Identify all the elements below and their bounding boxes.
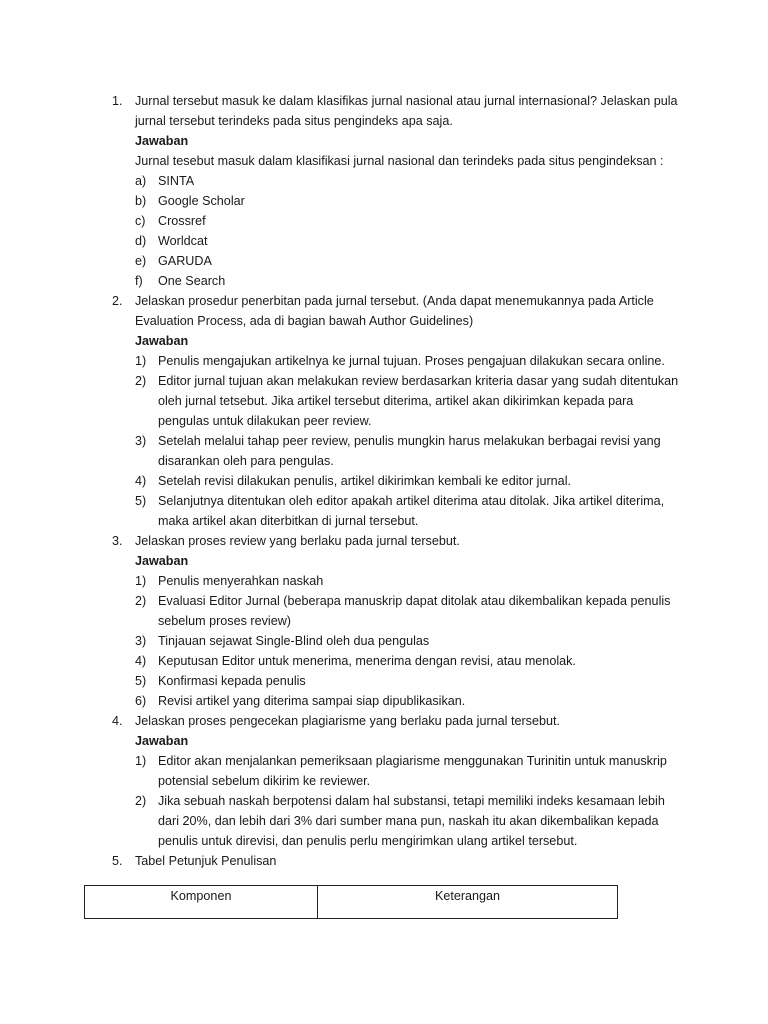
answer-intro: Jurnal tesebut masuk dalam klasifikasi jurnal nasional dan terindeks pada situs pengindeksan : xyxy=(135,154,664,168)
list-item-text: Crossref xyxy=(158,214,206,228)
answer-label: Jawaban xyxy=(135,554,189,568)
list-item-text: GARUDA xyxy=(158,254,212,268)
list-item-text: Setelah melalui tahap peer review, penulis mungkin harus melakukan berbagai revisi yang disarankan oleh para pengulas. xyxy=(158,434,661,468)
list-marker: c) xyxy=(135,214,146,228)
list-marker: 3) xyxy=(135,434,147,448)
list-marker: 4) xyxy=(135,654,147,668)
list-item xyxy=(135,371,686,431)
list-marker: d) xyxy=(135,234,147,248)
question-text: Jurnal tersebut masuk ke dalam klasifikas jurnal nasional atau jurnal internasional? Jelaskan pula jurnal tersebut terindeks pada situs pengindeks apa saja. xyxy=(135,94,678,128)
table-header-row xyxy=(85,886,618,919)
question-number: 5. xyxy=(112,854,123,868)
list-item xyxy=(135,251,686,271)
answer-label: Jawaban xyxy=(135,734,189,748)
question-number: 2. xyxy=(112,294,123,308)
list-item-text: Worldcat xyxy=(158,234,208,248)
question-5 xyxy=(0,851,768,871)
list-marker: 6) xyxy=(135,694,147,708)
list-item-text: Editor akan menjalankan pemeriksaan plagiarisme menggunakan Turinitin untuk manuskrip potensial sebelum dikirim ke reviewer. xyxy=(158,754,667,788)
list-marker: 1) xyxy=(135,354,147,368)
question-2 xyxy=(0,291,768,531)
list-marker: 4) xyxy=(135,474,147,488)
question-number: 3. xyxy=(112,534,123,548)
answer-label: Jawaban xyxy=(135,134,189,148)
list-item-text: Evaluasi Editor Jurnal (beberapa manuskrip dapat ditolak atau dikembalikan kepada penulis sebelum proses review) xyxy=(158,594,671,628)
list-item-text: Revisi artikel yang diterima sampai siap dipublikasikan. xyxy=(158,694,466,708)
answer-label: Jawaban xyxy=(135,334,189,348)
list-marker: 2) xyxy=(135,594,147,608)
list-item xyxy=(135,571,686,591)
table-header-cell-komponen: Komponen xyxy=(85,886,318,919)
list-item xyxy=(135,351,686,371)
question-text: Tabel Petunjuk Penulisan xyxy=(135,854,277,868)
list-item xyxy=(135,211,686,231)
list-item xyxy=(135,431,686,471)
list-marker: e) xyxy=(135,254,147,268)
question-number: 4. xyxy=(112,714,123,728)
list-item-text: SINTA xyxy=(158,174,195,188)
list-item xyxy=(135,491,686,531)
list-item-text: Konfirmasi kepada penulis xyxy=(158,674,306,688)
list-item xyxy=(135,631,686,651)
list-marker: 2) xyxy=(135,374,147,388)
table-header-cell-keterangan: Keterangan xyxy=(318,886,618,919)
writing-guide-table xyxy=(84,885,618,919)
list-item xyxy=(135,471,686,491)
list-item xyxy=(135,191,686,211)
list-marker: f) xyxy=(135,274,143,288)
list-item-text: Tinjauan sejawat Single-Blind oleh dua pengulas xyxy=(158,634,430,648)
list-item xyxy=(135,171,686,191)
question-text: Jelaskan proses review yang berlaku pada jurnal tersebut. xyxy=(135,534,460,548)
list-marker: a) xyxy=(135,174,147,188)
list-marker: b) xyxy=(135,194,147,208)
list-item-text: Penulis mengajukan artikelnya ke jurnal tujuan. Proses pengajuan dilakukan secara online. xyxy=(158,354,665,368)
list-marker: 2) xyxy=(135,794,147,808)
list-marker: 5) xyxy=(135,494,147,508)
list-item-text: Setelah revisi dilakukan penulis, artikel dikirimkan kembali ke editor jurnal. xyxy=(158,474,571,488)
list-item xyxy=(135,671,686,691)
list-marker: 1) xyxy=(135,754,147,768)
list-item-text: Keputusan Editor untuk menerima, menerima dengan revisi, atau menolak. xyxy=(158,654,576,668)
list-item-text: Google Scholar xyxy=(158,194,245,208)
list-marker: 1) xyxy=(135,574,147,588)
list-item-text: Selanjutnya ditentukan oleh editor apakah artikel diterima atau ditolak. Jika artikel diterima, maka artikel akan diterbitkan di jurnal tersebut. xyxy=(158,494,665,528)
question-number: 1. xyxy=(112,94,123,108)
list-item xyxy=(135,231,686,251)
document-body xyxy=(0,91,768,871)
list-item xyxy=(135,591,686,631)
list-item xyxy=(135,751,686,791)
list-item-text: Penulis menyerahkan naskah xyxy=(158,574,324,588)
question-text: Jelaskan prosedur penerbitan pada jurnal tersebut. (Anda dapat menemukannya pada Article Evaluation Process, ada di bagian bawah Author Guidelines) xyxy=(135,294,654,328)
list-item xyxy=(135,791,686,851)
list-item xyxy=(135,691,686,711)
list-item-text: One Search xyxy=(158,274,226,288)
list-item-text: Jika sebuah naskah berpotensi dalam hal substansi, tetapi memiliki indeks kesamaan lebih dari 20%, dan lebih dari 3% dari sumber mana pun, naskah itu akan dikembalikan kepada penulis untuk direvisi, dan penulis perlu mengirimkan ulang artikel tersebut. xyxy=(158,794,665,848)
list-marker: 5) xyxy=(135,674,147,688)
list-item xyxy=(135,651,686,671)
list-marker: 3) xyxy=(135,634,147,648)
list-item-text: Editor jurnal tujuan akan melakukan review berdasarkan kriteria dasar yang sudah ditentukan oleh jurnal tetsebut. Jika artikel tersebut diterima, artikel akan dikirimkan kepada para pengulas untuk dilakukan peer review. xyxy=(158,374,679,428)
question-text: Jelaskan proses pengecekan plagiarisme yang berlaku pada jurnal tersebut. xyxy=(135,714,560,728)
question-3 xyxy=(0,531,768,711)
question-4 xyxy=(0,711,768,851)
question-1 xyxy=(0,91,768,291)
list-item xyxy=(135,271,686,291)
